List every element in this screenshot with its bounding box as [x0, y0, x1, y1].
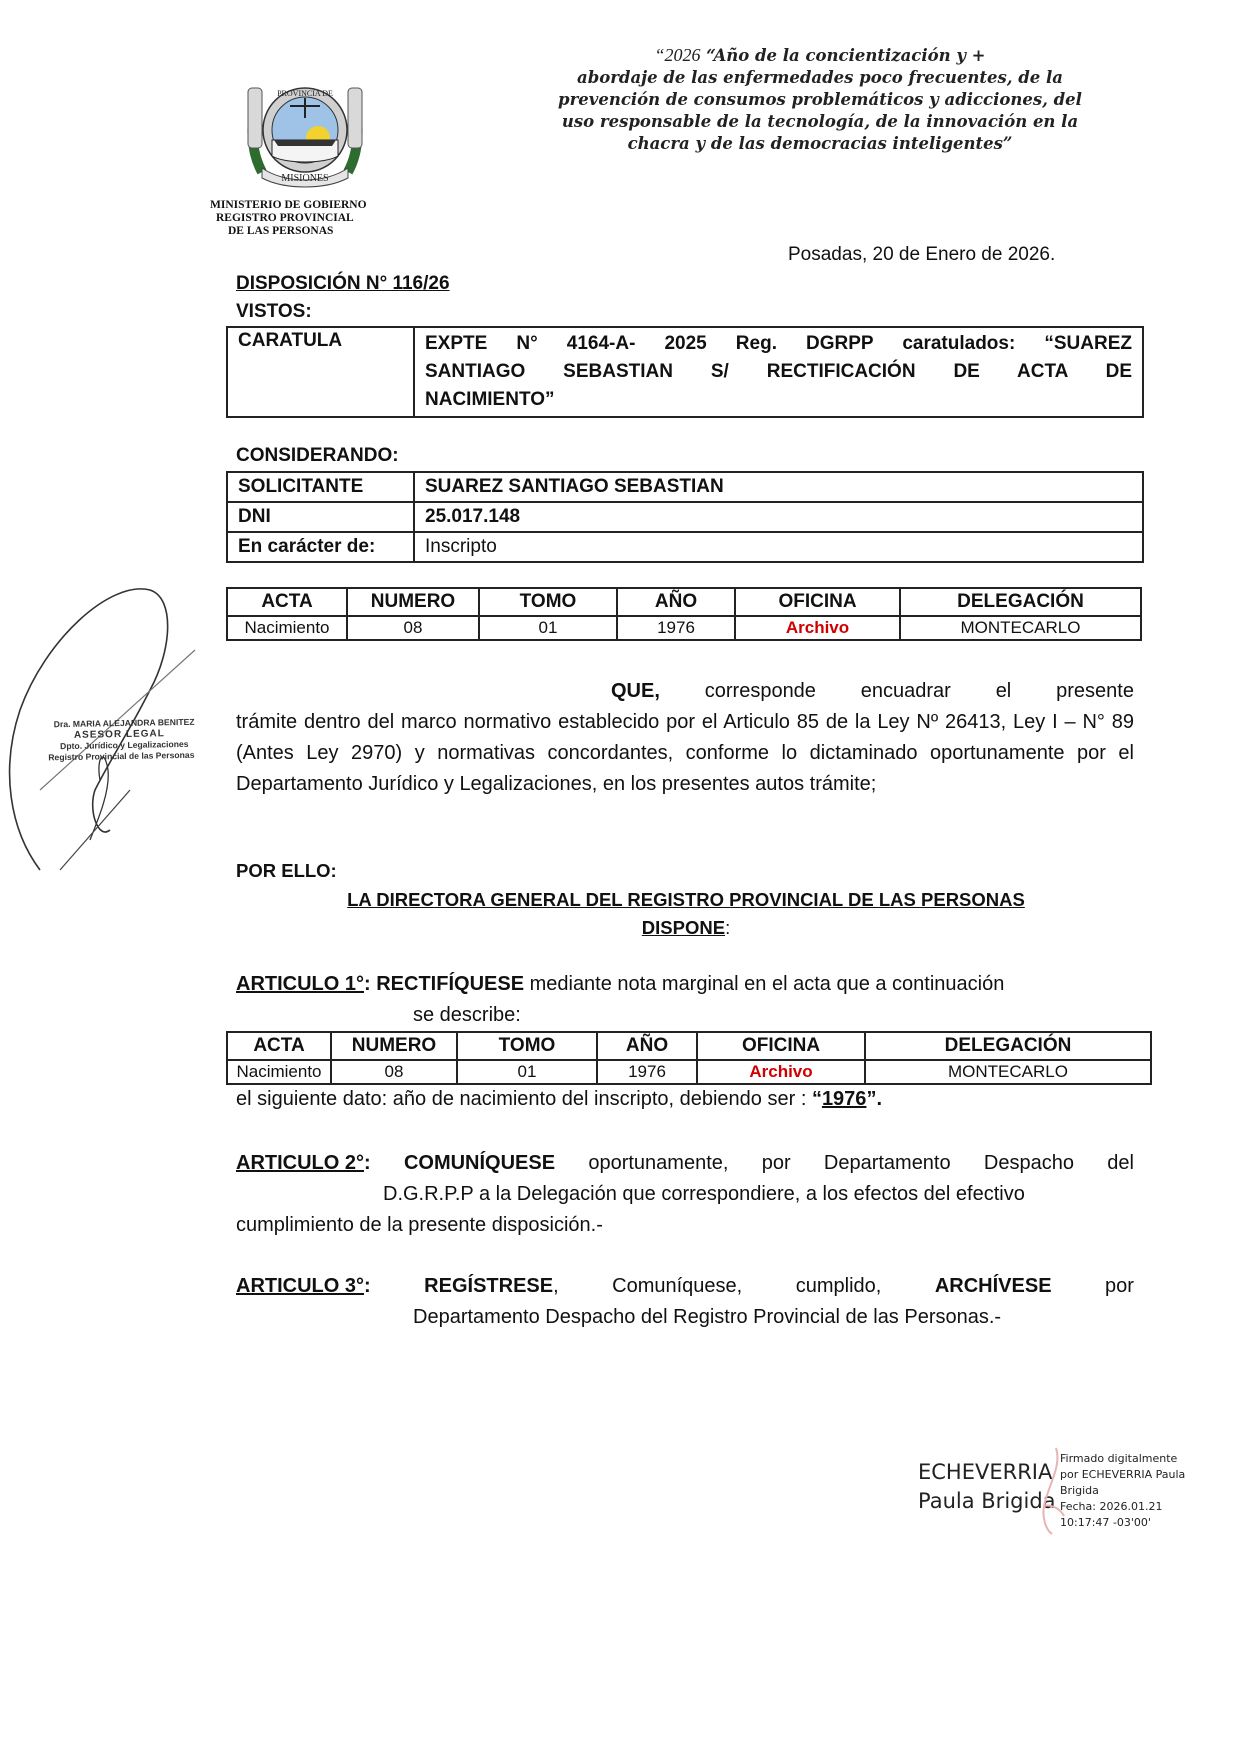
word: cumplido,: [795, 1275, 882, 1297]
colon: :: [364, 1275, 371, 1297]
word: por: [761, 1152, 791, 1174]
sig-info-line: Firmado digitalmente: [1060, 1452, 1178, 1465]
article-verb: ARCHÍVESE: [934, 1275, 1052, 1297]
table-row: [227, 472, 1143, 502]
word: por: [1105, 1275, 1134, 1297]
que-paragraph: [236, 676, 1134, 800]
cell: 01: [479, 616, 617, 640]
word: Comuníquese,: [612, 1275, 743, 1297]
col-header: AÑO: [617, 588, 735, 616]
ministry-line: MINISTERIO DE GOBIERNO: [210, 199, 367, 211]
cell: MONTECARLO: [900, 616, 1141, 640]
row-label: En carácter de:: [227, 532, 414, 562]
motto-line: chacra y de las democracias inteligentes”: [627, 134, 1013, 153]
ministry-line: REGISTRO PROVINCIAL: [216, 212, 354, 224]
article-label: ARTICULO 3°: [236, 1275, 364, 1297]
cell: 08: [347, 616, 479, 640]
col-header: DELEGACIÓN: [900, 588, 1141, 616]
word: del: [1107, 1152, 1134, 1174]
motto-line: uso responsable de la tecnología, de la innovación en la: [561, 112, 1079, 131]
col-header: OFICINA: [697, 1032, 865, 1060]
sig-info-line: 10:17:47 -03'00': [1060, 1516, 1151, 1529]
col-header: ACTA: [227, 1032, 331, 1060]
caratula-table: [226, 326, 1144, 418]
word: Despacho: [983, 1152, 1074, 1174]
word: el: [995, 680, 1012, 702]
stamp-line: Dpto. Jurídico y Legalizaciones: [60, 738, 189, 752]
motto-line: “Año de la concientización y +: [706, 46, 986, 65]
row-label: DNI: [227, 502, 414, 532]
applicant-table: [226, 471, 1144, 563]
word: ,: [553, 1275, 559, 1297]
article-label: ARTICULO 2°: [236, 1152, 364, 1174]
svg-text:PROVINCIA DE: PROVINCIA DE: [277, 89, 333, 98]
col-header: NUMERO: [347, 588, 479, 616]
word: encuadrar: [860, 680, 951, 702]
table-row: [227, 616, 1141, 640]
col-header: OFICINA: [735, 588, 900, 616]
col-header: TOMO: [479, 588, 617, 616]
text: el siguiente dato: año de nacimiento del inscripto, debiendo ser :: [236, 1088, 812, 1110]
rectified-value: 1976: [821, 1088, 867, 1110]
col-header: DELEGACIÓN: [865, 1032, 1151, 1060]
article-text: Departamento Despacho del Registro Provincial de las Personas.-: [413, 1306, 1002, 1328]
por-ello-heading: POR ELLO:: [236, 860, 337, 881]
acta-table-rectify: [226, 1031, 1152, 1085]
row-value: Inscripto: [414, 532, 1143, 562]
article-verb: REGÍSTRESE: [424, 1275, 554, 1297]
disposition-title: DISPOSICIÓN N° 116/26: [236, 273, 450, 294]
colon: :: [364, 1152, 371, 1174]
acta-table: [226, 587, 1142, 641]
row-label: SOLICITANTE: [227, 472, 414, 502]
cell: 01: [457, 1060, 597, 1084]
row-value: SUAREZ SANTIAGO SEBASTIAN: [414, 472, 1143, 502]
table-header-row: [227, 1032, 1151, 1060]
directora-title: LA DIRECTORA GENERAL DEL REGISTRO PROVINCIAL DE LAS PERSONAS: [347, 889, 1025, 910]
article-verb: COMUNÍQUESE: [403, 1152, 556, 1174]
considerando-heading: CONSIDERANDO:: [236, 445, 399, 466]
svg-text:MISIONES: MISIONES: [281, 173, 329, 184]
signer-surname: ECHEVERRIA: [918, 1460, 1053, 1484]
ministry-heading: [210, 199, 367, 238]
cell-oficina: Archivo: [697, 1060, 865, 1084]
motto-year: “2026: [654, 45, 701, 65]
cell: 1976: [597, 1060, 697, 1084]
que-body: trámite dentro del marco normativo establecido por el Articulo 85 de la Ley Nº 26413, Ley I – N° 89 (Antes Ley 2970) y normativas concordantes, conforme lo dictaminado oportunamente por el Departamento Jurídico y Legalizaciones, en los presentes autos trámite;: [236, 711, 1134, 795]
caratula-value: EXPTE N° 4164-A- 2025 Reg. DGRPP caratulados: “SUAREZ SANTIAGO SEBASTIAN S/ RECTIFICACIÓN DE ACTA DE NACIMIENTO”: [414, 327, 1143, 417]
colon: :: [364, 973, 371, 995]
place-date: Posadas, 20 de Enero de 2026.: [788, 244, 1056, 265]
cell: 1976: [617, 616, 735, 640]
motto-line: prevención de consumos problemáticos y adicciones, del: [558, 90, 1082, 109]
word: corresponde: [704, 680, 816, 702]
digital-signer-name: [918, 1458, 1056, 1516]
article-verb: RECTIFÍQUESE: [376, 973, 525, 995]
article-text: mediante nota marginal en el acta que a continuación: [524, 973, 1005, 995]
col-header: NUMERO: [331, 1032, 457, 1060]
rectified-data-line: [236, 1088, 882, 1111]
ministry-line: DE LAS PERSONAS: [228, 225, 334, 237]
article-text: se describe:: [413, 1004, 521, 1026]
articulo-1: [236, 969, 1134, 1031]
stamp-line: Dra. MARIA ALEJANDRA BENITEZ: [53, 716, 195, 730]
quote: “: [811, 1088, 822, 1110]
word: Departamento: [823, 1152, 951, 1174]
year-motto: [520, 44, 1120, 155]
article-text: cumplimiento de la presente disposición.-: [236, 1214, 603, 1236]
legal-advisor-stamp: [48, 716, 196, 763]
sig-info-line: por ECHEVERRIA Paula: [1060, 1468, 1186, 1481]
sig-info-line: Fecha: 2026.01.21: [1060, 1500, 1163, 1513]
colon: :: [725, 917, 731, 938]
table-row: [227, 532, 1143, 562]
cell: Nacimiento: [227, 616, 347, 640]
article-label: ARTICULO 1°: [236, 973, 364, 995]
sig-info-line: Brigida: [1060, 1484, 1099, 1497]
table-row: [227, 502, 1143, 532]
table-header-row: [227, 588, 1141, 616]
signer-given-name: Paula Brigida: [918, 1489, 1056, 1513]
cell: Nacimiento: [227, 1060, 331, 1084]
stamp-line: Registro Provincial de las Personas: [48, 749, 195, 763]
word: presente: [1056, 680, 1134, 702]
cell: MONTECARLO: [865, 1060, 1151, 1084]
article-text: D.G.R.P.P a la Delegación que correspondiere, a los efectos del efectivo: [383, 1183, 1025, 1205]
que-lead: QUE,: [611, 680, 660, 702]
articulo-2: [236, 1148, 1134, 1241]
col-header: AÑO: [597, 1032, 697, 1060]
digital-signature-info: [1060, 1451, 1185, 1531]
dispone-label: DISPONE: [641, 917, 726, 938]
cell: 08: [331, 1060, 457, 1084]
motto-line: abordaje de las enfermedades poco frecuentes, de la: [577, 68, 1063, 87]
handwritten-signature: [0, 540, 200, 880]
caratula-label: CARATULA: [227, 327, 414, 417]
articulo-3: [236, 1271, 1134, 1333]
quote: ”.: [866, 1088, 882, 1110]
col-header: ACTA: [227, 588, 347, 616]
word: oportunamente,: [588, 1152, 729, 1174]
vistos-heading: VISTOS:: [236, 301, 312, 322]
col-header: TOMO: [457, 1032, 597, 1060]
directora-heading: [236, 886, 1136, 942]
table-row: [227, 1060, 1151, 1084]
row-value: 25.017.148: [414, 502, 1143, 532]
cell-oficina: Archivo: [735, 616, 900, 640]
stamp-line: ASESOR LEGAL: [73, 728, 165, 741]
province-crest-logo: [240, 80, 370, 190]
